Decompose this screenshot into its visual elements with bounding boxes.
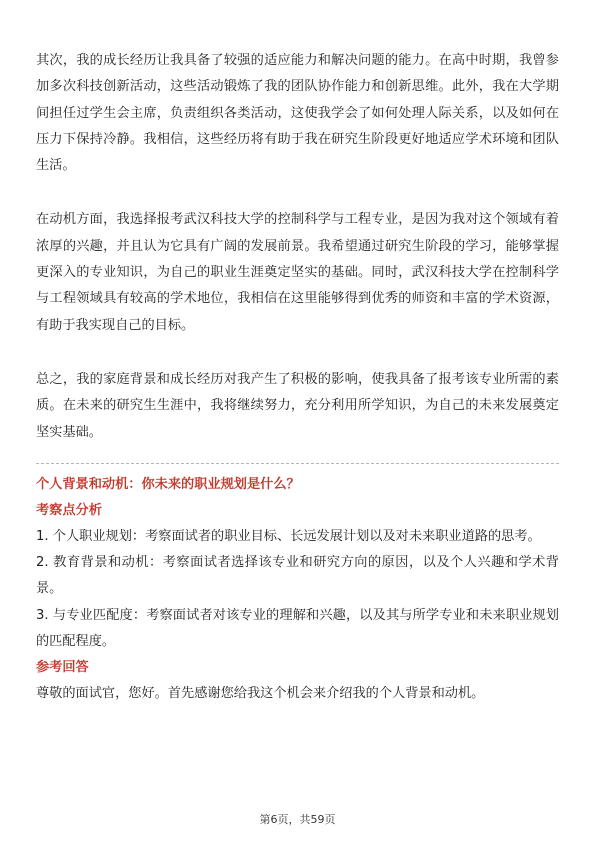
answer-text: 尊敬的面试官，您好。首先感谢您给我这个机会来介绍我的个人背景和动机。 — [36, 686, 485, 702]
analysis-item-2: 2. 教育背景和动机：考察面试者选择该专业和研究方向的原因，以及个人兴趣和学术背景。 — [36, 555, 559, 597]
analysis-heading: 考察点分析 — [36, 502, 102, 518]
question-title: 个人背景和动机：你未来的职业规划是什么？ — [36, 476, 300, 492]
answer-heading: 参考回答 — [36, 660, 89, 676]
body-paragraph-1: 其次，我的成长经历让我具备了较强的适应能力和解决问题的能力。在高中时期，我曾参加多次科技创新活动，这些活动锻炼了我的团队协作能力和创新思维。此外，我在大学期间担任过学生会主席，负责组织各类活动，这使我学会了如何处理人际关系，以及如何在压力下保持冷静。我相信，这些经历将有助于我在研究生阶段更好地适应学术环境和团队生活。 — [36, 53, 559, 174]
analysis-item-1: 1. 个人职业规划：考察面试者的职业目标、长远发展计划以及对未来职业道路的思考。 — [36, 528, 541, 544]
paragraph-gap — [36, 339, 559, 367]
document-page — [36, 48, 559, 708]
paragraph-gap — [36, 179, 559, 207]
section-divider — [36, 463, 559, 464]
page-number: 第6页，共59页 — [259, 813, 336, 826]
analysis-item-3: 3. 与专业匹配度：考察面试者对该专业的理解和兴趣，以及其与所学专业和未来职业规划的匹配程度。 — [36, 607, 559, 650]
body-paragraph-3: 总之，我的家庭背景和成长经历对我产生了积极的影响，使我具备了报考该专业所需的素质。在未来的研究生生涯中，我将继续努力，充分利用所学知识，为自己的未来发展奠定坚实基础。 — [36, 371, 559, 440]
body-paragraph-2: 在动机方面，我选择报考武汉科技大学的控制科学与工程专业，是因为我对这个领域有着浓厚的兴趣，并且认为它具有广阔的发展前景。我希望通过研究生阶段的学习，能够掌握更深入的专业知识，为自己的职业生涯奠定坚实的基础。同时，武汉科技大学在控制科学与工程领域具有较高的学术地位，我相信在这里能够得到优秀的师资和丰富的学术资源，有助于我实现自己的目标。 — [36, 212, 559, 333]
